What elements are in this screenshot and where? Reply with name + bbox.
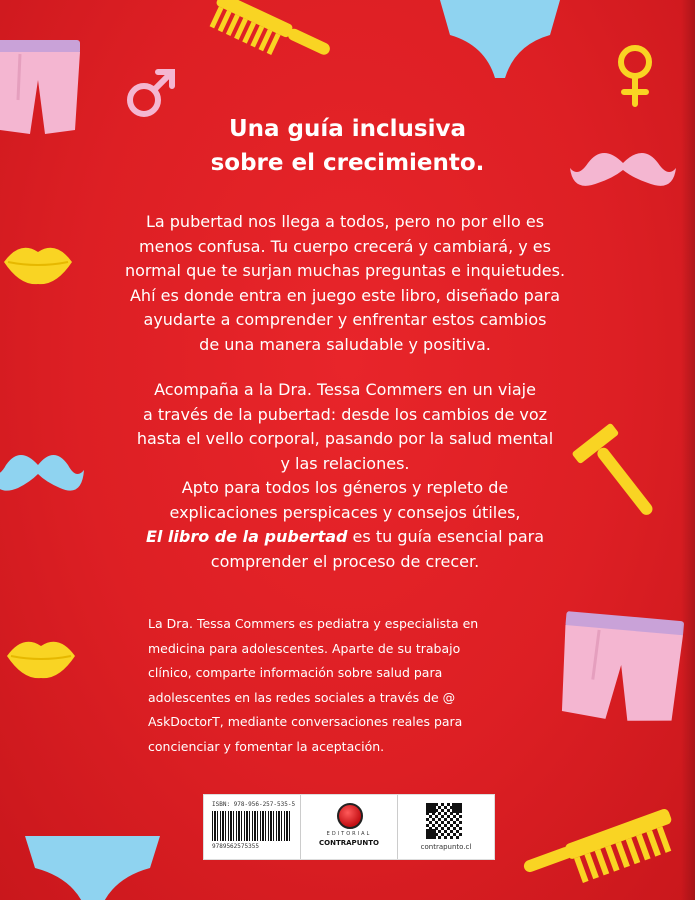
lips-icon xyxy=(5,632,77,682)
bio-line: AskDoctorT, mediante conversaciones reales para xyxy=(148,714,463,729)
text-line: de una manera saludable y positiva. xyxy=(199,334,491,354)
mustache-icon xyxy=(0,440,85,505)
barcode-panel xyxy=(203,794,495,860)
barcode-cell xyxy=(204,795,301,859)
publisher-website: contrapunto.cl xyxy=(420,843,472,851)
barcode-icon xyxy=(212,811,292,841)
text-line xyxy=(90,525,600,550)
text-line: Ahí es donde entra en juego este libro, diseñado para xyxy=(129,285,561,305)
bio-line: medicina para adolescentes. Aparte de su trabajo xyxy=(148,640,461,656)
author-bio xyxy=(148,612,548,759)
headline-line: Una guía inclusiva xyxy=(228,116,467,142)
headline-line: sobre el crecimiento. xyxy=(210,150,485,176)
underwear-icon xyxy=(25,828,160,900)
comb-icon xyxy=(195,0,335,85)
text-line: hasta el vello corporal, pasando por la salud mental xyxy=(136,429,554,448)
publisher-name: CONTRAPUNTO xyxy=(319,839,379,847)
text-line: La pubertad nos llega a todos, pero no por ello es xyxy=(145,212,545,231)
publisher-small-label: EDITORIAL xyxy=(326,831,372,837)
text-line: ayudarte a comprender y enfrentar estos cambios xyxy=(143,310,547,329)
text-line: Apto para todos los géneros y repleto de xyxy=(181,478,509,497)
bio-line: concienciar y fomentar la aceptación. xyxy=(148,738,385,754)
female-symbol-icon xyxy=(610,40,660,110)
book-title-emphasis: El libro de la pubertad xyxy=(145,527,348,546)
publisher-cell xyxy=(301,795,398,859)
bio-line: adolescentes en las redes sociales a través de @ xyxy=(148,689,456,705)
underwear-icon xyxy=(440,0,560,85)
text-line: normal que te surjan muchas preguntas e inquietudes. xyxy=(124,261,566,280)
text-line: a través de la pubertad: desde los cambios de voz xyxy=(142,404,548,424)
comb-icon xyxy=(520,800,695,900)
publisher-logo-icon xyxy=(337,803,363,829)
qr-code-icon xyxy=(426,803,462,839)
isbn-label: ISBN: 978-956-257-535-5 xyxy=(212,801,296,808)
qr-cell xyxy=(398,795,494,859)
bio-line: La Dra. Tessa Commers es pediatra y especialista en xyxy=(148,616,479,631)
text-line: comprender el proceso de crecer. xyxy=(210,551,480,571)
text-fragment: es tu guía esencial para xyxy=(347,527,545,546)
text-line: y las relaciones. xyxy=(280,453,410,473)
headline xyxy=(0,112,695,180)
description-paragraph-1 xyxy=(90,210,600,357)
text-line: Acompaña a la Dra. Tessa Commers en un viaje xyxy=(154,380,536,399)
barcode-number: 9789562575355 xyxy=(212,843,259,850)
lips-icon xyxy=(2,238,74,288)
boxers-icon xyxy=(556,610,686,725)
bio-line: clínico, comparte información sobre salud para xyxy=(148,665,443,680)
text-line: menos confusa. Tu cuerpo crecerá y cambiará, y es xyxy=(139,236,551,256)
text-line: explicaciones perspicaces y consejos útiles, xyxy=(169,502,521,522)
description-paragraph-2 xyxy=(90,378,600,574)
